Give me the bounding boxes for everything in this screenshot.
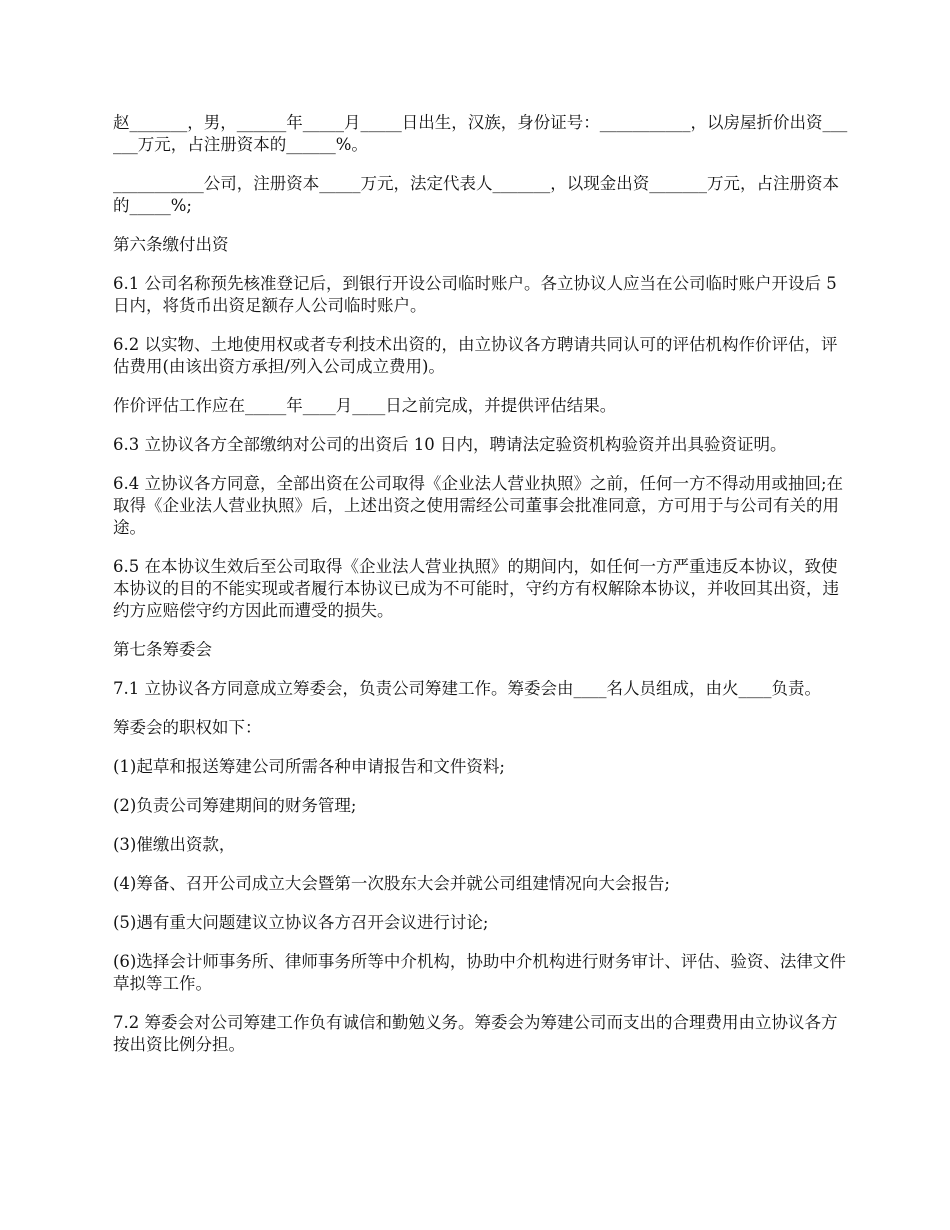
article-6-heading: 第六条缴付出资 (113, 235, 229, 254)
clause-7-2: 7.2 筹委会对公司筹建工作负有诚信和勤勉义务。筹委会为筹建公司而支出的合理费用由立协议各方按出资比例分担。 (113, 1013, 838, 1054)
clause-6-5: 6.5 在本协议生效后至公司取得《企业法人营业执照》的期间内，如任何一方严重违反本协议，致使本协议的目的不能实现或者履行本协议已成为不可能时，守约方有权解除本协议，并收回其出资，违约方应赔偿守约方因此而遭受的损失。 (113, 557, 839, 620)
committee-power-item: (2)负责公司筹建期间的财务管理; (113, 796, 357, 815)
committee-power-item: (6)选择会计师事务所、律师事务所等中介机构，协助中介机构进行财务审计、评估、验资、法律文件草拟等工作。 (113, 952, 846, 993)
committee-power-item: (3)催缴出资款， (113, 835, 236, 854)
valuation-deadline-paragraph: 作价评估工作应在_____年____月____日之前完成，并提供评估结果。 (113, 396, 617, 415)
clause-6-2: 6.2 以实物、土地使用权或者专利技术出资的，由立协议各方聘请共同认可的评估机构作价评估，评估费用(由该出资方承担/列入公司成立费用)。 (113, 335, 838, 376)
committee-power-item: (4)筹备、召开公司成立大会暨第一次股东大会并就公司组建情况向大会报告; (113, 874, 670, 893)
clause-7-1: 7.1 立协议各方同意成立筹委会，负责公司筹建工作。筹委会由____名人员组成，由火____负责。 (113, 679, 821, 698)
company-shareholder-paragraph: ___________公司，注册资本_____万元，法定代表人_______，以现金出资_______万元，占注册资本的_____%; (113, 174, 839, 215)
clause-6-4: 6.4 立协议各方同意，全部出资在公司取得《企业法人营业执照》之前，任何一方不得动用或抽回;在取得《企业法人营业执照》后，上述出资之使用需经公司董事会批准同意，方可用于与公司有关的用途。 (113, 474, 844, 537)
clause-6-1: 6.1 公司名称预先核准登记后，到银行开设公司临时账户。各立协议人应当在公司临时账户开设后 5 日内，将货币出资足额存人公司临时账户。 (113, 274, 837, 315)
committee-power-item: (1)起草和报送筹建公司所需各种申请报告和文件资料; (113, 757, 505, 776)
committee-power-item: (5)遇有重大问题建议立协议各方召开会议进行讨论; (113, 913, 489, 932)
shareholder-zhao-paragraph: 赵_______，男，______年_____月_____日出生，汉族，身份证号：___________，以房屋折价出资______万元，占注册资本的______%。 (113, 113, 848, 154)
committee-powers-intro: 筹委会的职权如下： (113, 718, 262, 737)
clause-6-3: 6.3 立协议各方全部缴纳对公司的出资后 10 日内，聘请法定验资机构验资并出具验资证明。 (113, 435, 787, 454)
article-7-heading: 第七条筹委会 (113, 640, 212, 659)
document-page (113, 112, 853, 1073)
